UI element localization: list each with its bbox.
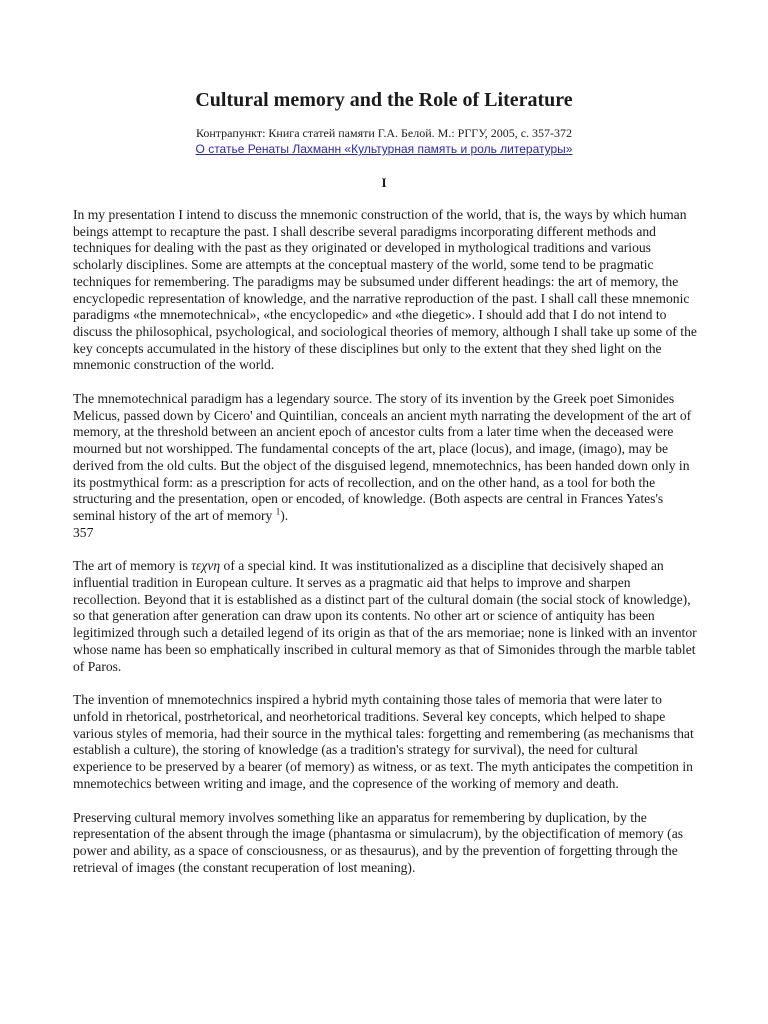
paragraph-5: Preserving cultural memory involves something like an apparatus for remembering by duplication, by the representation of the absent through the image (phantasma or simulacrum), by the objectification of memory (as power and ability, as a space of consciousness, or as thesaurus), and by the prevention of forgetting through the retrieval of images (the constant recuperation of lost meaning). xyxy=(73,809,684,875)
paragraph-4: The invention of mnemotechnics inspired a hybrid myth containing those tales of memoria that were later to unfold in rhetorical, postrhetorical, and neorhetorical traditions. Several key concepts, which helped to shape various styles of memoria, had their source in the mythical tales: forgetting and remembering (as mechanisms that establish a culture), the storing of knowledge (as a tradition's strategy for survival), the need for cultural experience to be preserved by a bearer (of memory) as witness, or as text. The myth anticipates the competition in mnemotechics between writing and image, and the copresence of the working of memory and death. xyxy=(73,692,694,791)
paragraph-1: In my presentation I intend to discuss the mnemonic construction of the world, that is, the ways by which human beings attempt to recapture the past. I shall describe several paradigms incorporating different methods and techniques for dealing with the past as they originated or developed in mythological traditions and various scholarly disciplines. Some are attempts at the conceptual mastery of the world, some tend to be pragmatic techniques for remembering. The paradigms may be subsumed under different headings: the art of memory, the encyclopedic representation of knowledge, and the narrative reproduction of the past. I shall call these mnemonic paradigms «the mnemotechnical», «the encyclopedic» and «the diegetic». I should add that I do not intend to discuss the philosophical, psychological, and sociological theories of memory, although I shall take up some of the key concepts accumulated in the history of these disciplines but only to the extent that they shed light on the mnemonic construction of the world. xyxy=(73,207,697,373)
paragraph-2-end: ). xyxy=(280,507,289,523)
greek-term: τεχνη xyxy=(191,558,221,574)
paragraph-2-text: The mnemotechnical paradigm has a legendary source. The story of its invention by the Greek poet Simonides Melicus, passed down by Cicero' and Quintilian, conceals an ancient myth narrating the development of the art of memory, at the threshold between an ancient epoch of ancestor cults from a later time when the deceased were mourned but not worshipped. The fundamental concepts of the art, place (locus), and image, (imago), may be derived from the old cults. But the object of the disguised legend, mnemotechnics, has been handed down only in its postmythical form: as a prescription for acts of recollection, and on the other hand, as a tool for both the structuring and the presentation, open or encoded, of knowledge. (Both aspects are central in Frances Yates's seminal history of the art of memory xyxy=(73,391,692,523)
paragraph-3 xyxy=(73,558,698,675)
paragraph-3-start: The art of memory is xyxy=(73,558,192,574)
article-link[interactable]: О статье Ренаты Лахманн «Культурная память и роль литературы» xyxy=(195,142,573,156)
source-citation: Контрапункт: Книга статей памяти Г.А. Белой. М.: РГГУ, 2005, с. 357-372 xyxy=(195,126,573,140)
page-title: Cultural memory and the Role of Literature xyxy=(195,89,573,111)
paragraph-3-rest: of a special kind. It was institutionalized as a discipline that decisively shaped an influential tradition in European culture. It serves as a pragmatic aid that helps to improve and sharpen recollection. Beyond that it is established as a distinct part of the cultural domain (the social stock of knowledge), so that generation after generation can draw upon its contents. No other art or science of antiquity has been legitimized through such a detailed legend of its origin as that of the ars memoriae; none is linked with an inventor whose name has been so emphatically inscribed in cultural memory as that of Simonides through the marble tablet of Paros. xyxy=(73,558,697,674)
page-number-marker: 357 xyxy=(73,524,94,540)
paragraph-2 xyxy=(73,391,698,525)
article-link-container xyxy=(0,141,768,157)
footnote-ref[interactable]: 1 xyxy=(275,506,281,517)
section-heading: I xyxy=(381,175,387,190)
article-body xyxy=(73,207,698,893)
